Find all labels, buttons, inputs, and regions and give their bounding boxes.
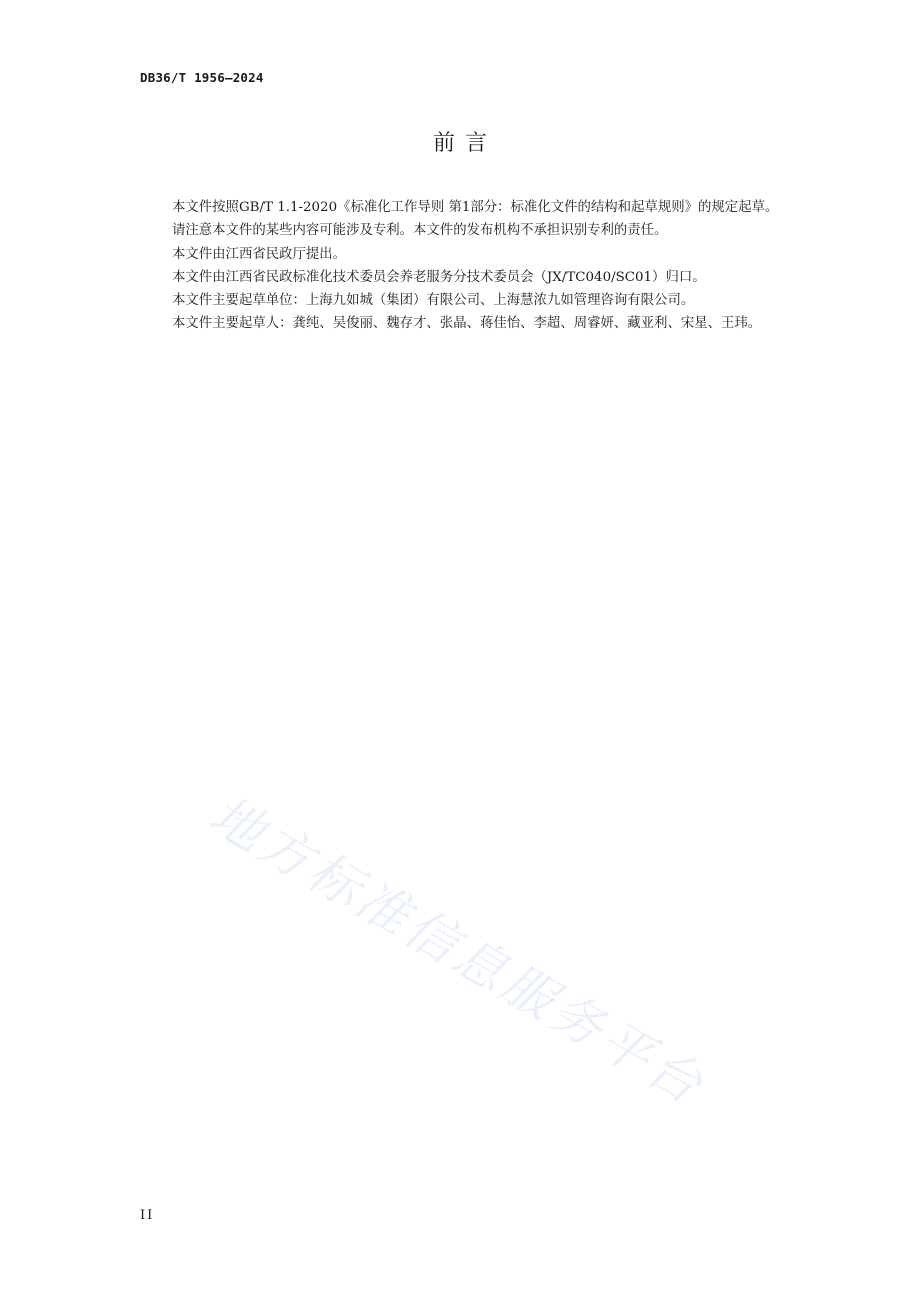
- page-number: II: [140, 1208, 155, 1223]
- paragraph-proposer: 本文件由江西省民政厅提出。: [172, 246, 347, 262]
- paragraph-drafting-units: 本文件主要起草单位：上海九如城（集团）有限公司、上海慧浓九如管理咨询有限公司。: [172, 293, 695, 309]
- page-title: 前言: [432, 131, 497, 156]
- document-id: DB36/T 1956—2024: [140, 70, 264, 85]
- paragraph-drafters: 本文件主要起草人：龚纯、吴俊丽、魏存才、张晶、蒋佳怡、李超、周睿妍、藏亚利、宋星、王玮。: [172, 316, 762, 332]
- paragraph-drafting-rules: 本文件按照GB/T 1.1-2020《标准化工作导则 第1部分：标准化文件的结构和起草规则》的规定起草。: [172, 200, 779, 215]
- paragraph-technical-committee: 本文件由江西省民政标准化技术委员会养老服务分技术委员会（JX/TC040/SC01）归口。: [172, 269, 706, 285]
- foreword-body: [140, 196, 782, 336]
- watermark: 地方标准信息服务平台: [199, 785, 715, 1118]
- paragraph-patent-notice: 请注意本文件的某些内容可能涉及专利。本文件的发布机构不承担识别专利的责任。: [172, 223, 668, 239]
